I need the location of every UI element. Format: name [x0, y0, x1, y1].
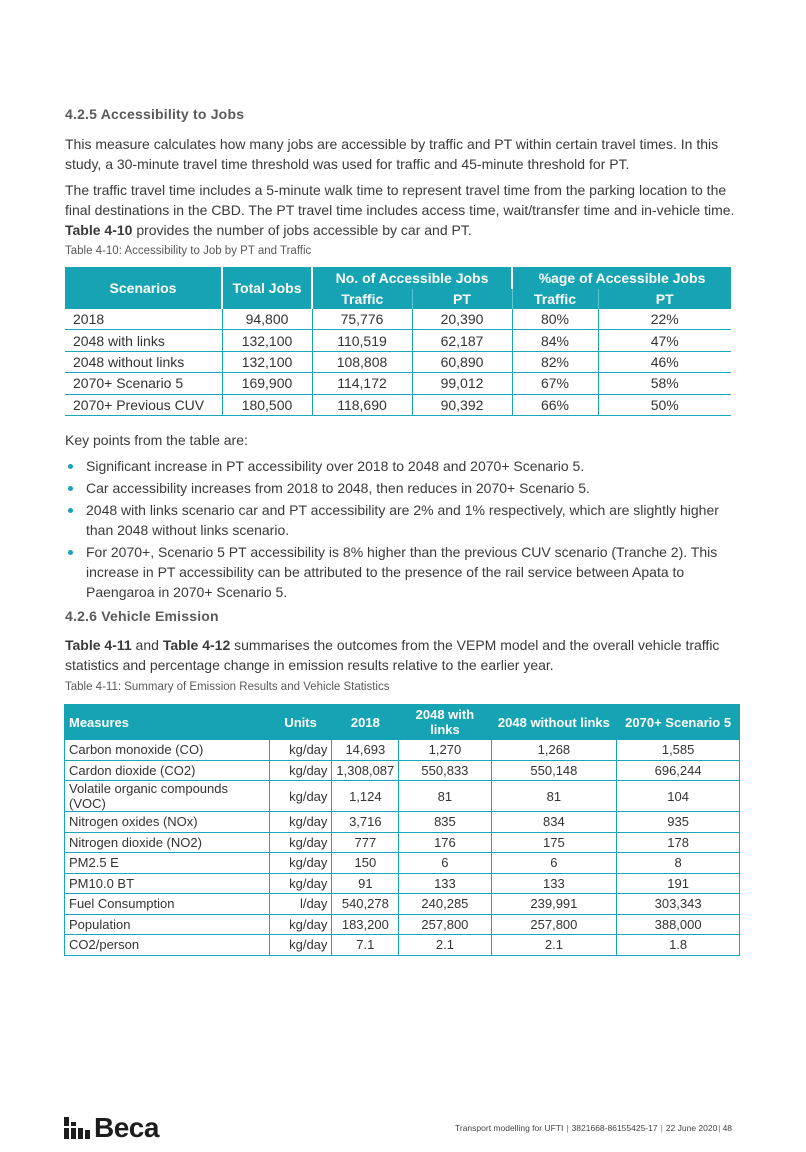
- table-cell: 118,690: [312, 394, 412, 415]
- header-2070-scenario-5: 2070+ Scenario 5: [617, 705, 740, 740]
- table-cell: Nitrogen dioxide (NO2): [65, 832, 270, 853]
- table-cell: Nitrogen oxides (NOx): [65, 812, 270, 833]
- table-cell: 91: [332, 873, 399, 894]
- table-row: [65, 914, 740, 935]
- table-cell: 777: [332, 832, 399, 853]
- header-units: Units: [269, 705, 332, 740]
- table-cell: 2018: [65, 309, 222, 330]
- table-cell: 50%: [598, 394, 731, 415]
- list-item: 2048 with links scenario car and PT accessibility are 2% and 1% respectively, which are slightly higher than 2048 without links scenario.: [66, 500, 736, 540]
- table-cell: 3,716: [332, 812, 399, 833]
- table-cell: 133: [491, 873, 617, 894]
- table-cell: 2070+ Previous CUV: [65, 394, 222, 415]
- table-cell: 7.1: [332, 935, 399, 956]
- table-cell: Carbon monoxide (CO): [65, 740, 270, 761]
- table-cell: 150: [332, 853, 399, 874]
- table-cell: 169,900: [222, 373, 312, 394]
- header-traffic-percent: Traffic: [512, 289, 598, 309]
- table-cell: kg/day: [269, 760, 332, 781]
- table-cell: 67%: [512, 373, 598, 394]
- table-cell: kg/day: [269, 832, 332, 853]
- table-cell: 58%: [598, 373, 731, 394]
- table-cell: 99,012: [412, 373, 512, 394]
- table-cell: l/day: [269, 894, 332, 915]
- table-cell: Population: [65, 914, 270, 935]
- table-cell: 47%: [598, 330, 731, 351]
- table-cell: 176: [399, 832, 491, 853]
- table-cell: Volatile organic compounds (VOC): [65, 781, 270, 812]
- table-cell: 834: [491, 812, 617, 833]
- key-points-intro: Key points from the table are:: [65, 432, 248, 448]
- table-cell: 303,343: [617, 894, 740, 915]
- table-cell: 550,148: [491, 760, 617, 781]
- table-cell: CO2/person: [65, 935, 270, 956]
- table-cell: Fuel Consumption: [65, 894, 270, 915]
- table-cell: 175: [491, 832, 617, 853]
- table-cell: 239,991: [491, 894, 617, 915]
- table-cell: 2.1: [491, 935, 617, 956]
- table-cell: 90,392: [412, 394, 512, 415]
- table-cell: 81: [399, 781, 491, 812]
- accessibility-table: [65, 267, 731, 416]
- table-cell: PM10.0 BT: [65, 873, 270, 894]
- table-cell: 22%: [598, 309, 731, 330]
- table-cell: 835: [399, 812, 491, 833]
- table-row: [65, 781, 740, 812]
- header-traffic-count: Traffic: [312, 289, 412, 309]
- table-cell: 94,800: [222, 309, 312, 330]
- header-percent-accessible: %age of Accessible Jobs: [512, 267, 731, 289]
- header-measures: Measures: [65, 705, 270, 740]
- footer-doc-ref: 3821668-86155425-17: [571, 1123, 658, 1133]
- table-cell: 2.1: [399, 935, 491, 956]
- header-pt-count: PT: [412, 289, 512, 309]
- table-cell: 84%: [512, 330, 598, 351]
- table-cell: 46%: [598, 351, 731, 372]
- table-cell: 240,285: [399, 894, 491, 915]
- list-item: Car accessibility increases from 2018 to 2048, then reduces in 2070+ Scenario 5.: [66, 478, 736, 498]
- list-item: For 2070+, Scenario 5 PT accessibility is 8% higher than the previous CUV scenario (Tranche 2). This increase in PT accessibility can be attributed to the presence of the rail service between Apata to Paengaroa in 2070+ Scenario 5.: [66, 542, 736, 602]
- table-cell: 2048 with links: [65, 330, 222, 351]
- table-cell: kg/day: [269, 740, 332, 761]
- table-cell: 183,200: [332, 914, 399, 935]
- table-cell: 6: [399, 853, 491, 874]
- header-total-jobs: Total Jobs: [222, 267, 312, 309]
- table-cell: 6: [491, 853, 617, 874]
- table-cell: 1,124: [332, 781, 399, 812]
- paragraph-intro: This measure calculates how many jobs are accessible by traffic and PT within certain travel times. In this study, a 30-minute travel time threshold was used for traffic and 45-minute threshold for PT.: [65, 136, 719, 172]
- table-row: [65, 740, 740, 761]
- table-row: [65, 812, 740, 833]
- table-cell: 935: [617, 812, 740, 833]
- table-cell: 1,268: [491, 740, 617, 761]
- table-cell: kg/day: [269, 781, 332, 812]
- table-4-11-reference: Table 4-11: [65, 637, 132, 653]
- table-row: [65, 394, 731, 415]
- table-cell: 133: [399, 873, 491, 894]
- table-cell: 132,100: [222, 330, 312, 351]
- table-4-10-caption: Table 4-10: Accessibility to Job by PT and Traffic: [65, 245, 312, 257]
- table-cell: 178: [617, 832, 740, 853]
- table-cell: 191: [617, 873, 740, 894]
- table-cell: 66%: [512, 394, 598, 415]
- paragraph-travel-time-text: The traffic travel time includes a 5-minute walk time to represent travel time from the parking location to the final destinations in the CBD. The PT travel time includes access time, wait/transfer time and in-vehicle time.: [65, 182, 735, 218]
- paragraph-emission: [65, 635, 741, 675]
- table-cell: 2048 without links: [65, 351, 222, 372]
- table-cell: 2070+ Scenario 5: [65, 373, 222, 394]
- paragraph-emission-tail: summarises the outcomes from the VEPM model and the overall vehicle traffic statistics and percentage change in emission results relative to the earlier year.: [65, 637, 720, 673]
- table-row: [65, 935, 740, 956]
- table-cell: 104: [617, 781, 740, 812]
- table-cell: 14,693: [332, 740, 399, 761]
- table-row: [65, 894, 740, 915]
- table-cell: 108,808: [312, 351, 412, 372]
- table-cell: kg/day: [269, 853, 332, 874]
- table-cell: 110,519: [312, 330, 412, 351]
- table-cell: 696,244: [617, 760, 740, 781]
- table-row: [65, 873, 740, 894]
- paragraph-travel-time: [65, 180, 745, 240]
- header-pt-percent: PT: [598, 289, 731, 309]
- conjunction: and: [131, 637, 163, 653]
- footer-page-number: 48: [722, 1123, 733, 1133]
- table-cell: 60,890: [412, 351, 512, 372]
- table-cell: 20,390: [412, 309, 512, 330]
- header-scenarios: Scenarios: [65, 267, 222, 309]
- table-cell: kg/day: [269, 935, 332, 956]
- table-row: [65, 330, 731, 351]
- table-cell: kg/day: [269, 812, 332, 833]
- table-row: [65, 853, 740, 874]
- table-cell: kg/day: [269, 873, 332, 894]
- footer-date: 22 June 2020: [665, 1123, 718, 1133]
- key-points-list: [66, 456, 736, 604]
- table-cell: 82%: [512, 351, 598, 372]
- table-row: [65, 309, 731, 330]
- table-cell: Cardon dioxide (CO2): [65, 760, 270, 781]
- beca-logo-mark-icon: [64, 1117, 90, 1139]
- table-cell: 540,278: [332, 894, 399, 915]
- section-heading-4-2-6: 4.2.6 Vehicle Emission: [65, 608, 219, 624]
- table-cell: 80%: [512, 309, 598, 330]
- table-cell: kg/day: [269, 914, 332, 935]
- beca-logo-text: Beca: [94, 1112, 159, 1143]
- table-4-11-caption: Table 4-11: Summary of Emission Results and Vehicle Statistics: [65, 681, 390, 693]
- header-2048-without-links: 2048 without links: [491, 705, 617, 740]
- table-cell: 257,800: [491, 914, 617, 935]
- table-row: [65, 832, 740, 853]
- header-2018: 2018: [332, 705, 399, 740]
- table-cell: 257,800: [399, 914, 491, 935]
- table-cell: 550,833: [399, 760, 491, 781]
- table-row: [65, 373, 731, 394]
- beca-logo: [64, 1112, 159, 1143]
- emission-table: [64, 704, 740, 956]
- paragraph-travel-time-tail: provides the number of jobs accessible by car and PT.: [132, 222, 472, 238]
- table-cell: 132,100: [222, 351, 312, 372]
- table-cell: 75,776: [312, 309, 412, 330]
- page-footer: Transport modelling for UFTI | 3821668-86155425-17 | 22 June 2020| 48: [455, 1123, 733, 1133]
- section-heading-4-2-5: 4.2.5 Accessibility to Jobs: [65, 106, 245, 122]
- table-cell: 114,172: [312, 373, 412, 394]
- table-row: [65, 351, 731, 372]
- table-row: [65, 760, 740, 781]
- table-cell: PM2.5 E: [65, 853, 270, 874]
- table-cell: 1,308,087: [332, 760, 399, 781]
- table-cell: 8: [617, 853, 740, 874]
- table-cell: 62,187: [412, 330, 512, 351]
- table-cell: 1.8: [617, 935, 740, 956]
- table-cell: 1,585: [617, 740, 740, 761]
- table-cell: 1,270: [399, 740, 491, 761]
- list-item: Significant increase in PT accessibility over 2018 to 2048 and 2070+ Scenario 5.: [66, 456, 736, 476]
- header-accessible-jobs: No. of Accessible Jobs: [312, 267, 512, 289]
- table-cell: 388,000: [617, 914, 740, 935]
- table-cell: 180,500: [222, 394, 312, 415]
- table-cell: 81: [491, 781, 617, 812]
- header-2048-with-links: 2048 with links: [399, 705, 491, 740]
- footer-doc-title: Transport modelling for UFTI: [455, 1123, 564, 1133]
- table-4-10-reference: Table 4-10: [65, 222, 133, 238]
- table-4-12-reference: Table 4-12: [162, 637, 231, 653]
